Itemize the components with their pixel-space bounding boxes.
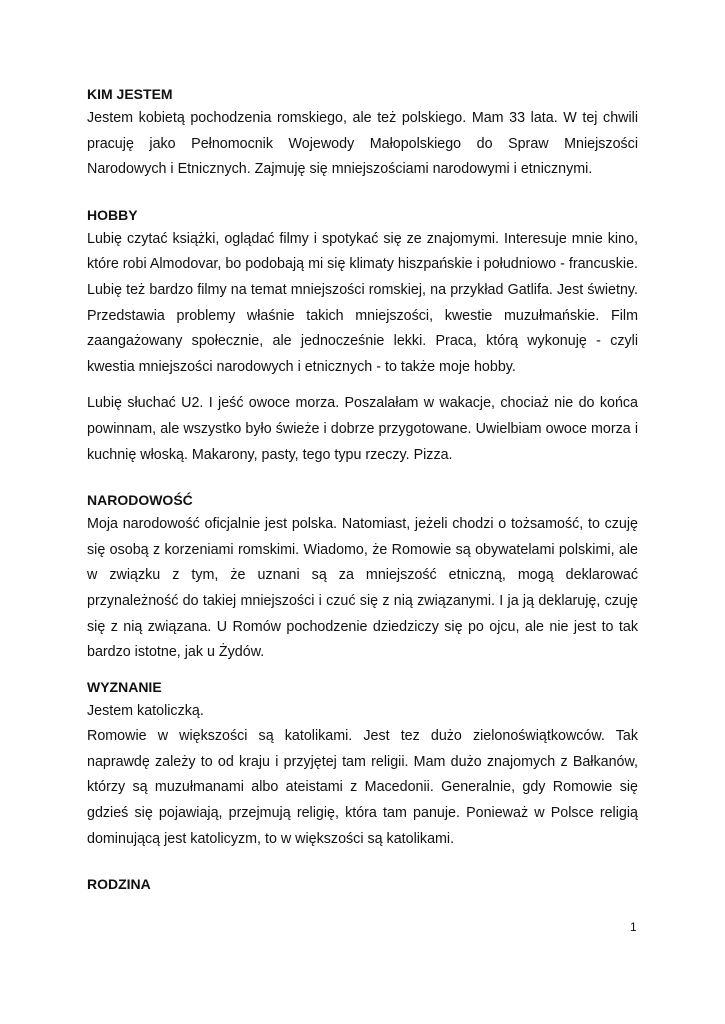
section-narodowosc: [87, 490, 638, 666]
paragraph: Jestem kobietą pochodzenia romskiego, ale też polskiego. Mam 33 lata. W tej chwili pracuję jako Pełnomocnik Wojewody Małopolskiego do Spraw Mniejszości Narodowych i Etnicznych. Zajmuję się mniejszościami narodowymi i etnicznymi.: [87, 110, 638, 178]
section-heading: RODZINA: [87, 876, 151, 893]
paragraph: Lubię słuchać U2. I jeść owoce morza. Poszalałam w wakacje, chociaż nie do końca powinnam, ale wszystko było świeże i dobrze przygotowane. Uwielbiam owoce morza i kuchnię włoską. Makarony, pasty, tego typu rzeczy. Pizza.: [87, 395, 638, 463]
section-heading: KIM JESTEM: [87, 86, 173, 102]
section-rodzina: [87, 874, 638, 894]
section-heading: HOBBY: [87, 206, 138, 223]
section-heading: NARODOWOŚĆ: [87, 492, 193, 509]
paragraph: Moja narodowość oficjalnie jest polska. Natomiast, jeżeli chodzi o tożsamość, to czuję się osobą z korzeniami romskimi. Wiadomo, że Romowie są obywatelami polskimi, ale w związku z tym, że uznani są za mniejszość etniczną, mogą deklarować przynależność do takiej mniejszości i czuć się z nią związanymi. I ja ją deklaruję, czuję się z nią związana. U Romów pochodzenie dziedziczy się po ojcu, ale nie jest to tak bardzo istotne, jak u Żydów.: [87, 516, 638, 661]
paragraph: Jestem katoliczką.: [87, 702, 204, 719]
document-page: [87, 84, 638, 896]
section-wyznanie: [87, 677, 638, 853]
paragraph: Romowie w większości są katolikami. Jest tez dużo zielonoświątkowców. Tak naprawdę zależy to od kraju i przyjętej tam religii. Mam dużo znajomych z Bałkanów, którzy są muzułmanami albo ateistami z Macedonii. Generalnie, gdy Romowie się gdzieś się pojawiają, przejmują religię, która tam panuje. Ponieważ w Polsce religią dominującą jest katolicyzm, to w większości są katolikami.: [87, 728, 638, 847]
section-hobby: [87, 205, 638, 468]
section-kim-jestem: [87, 84, 638, 183]
page-number: 1: [630, 920, 637, 934]
section-heading: WYZNANIE: [87, 678, 162, 695]
paragraph: Lubię czytać książki, oglądać filmy i spotykać się ze znajomymi. Interesuje mnie kino, które robi Almodovar, bo podobają mi się klimaty hiszpańskie i południowo - francuskie. Lubię też bardzo filmy na temat mniejszości romskiej, na przykład Gatlifa. Jest świetny. Przedstawia problemy właśnie takich mniejszości, kwestie muzułmańskie. Film zaangażowany społecznie, ale jednocześnie lekki. Praca, którą wykonuję - czyli kwestia mniejszości narodowych i etnicznych - to także moje hobby.: [87, 230, 638, 375]
